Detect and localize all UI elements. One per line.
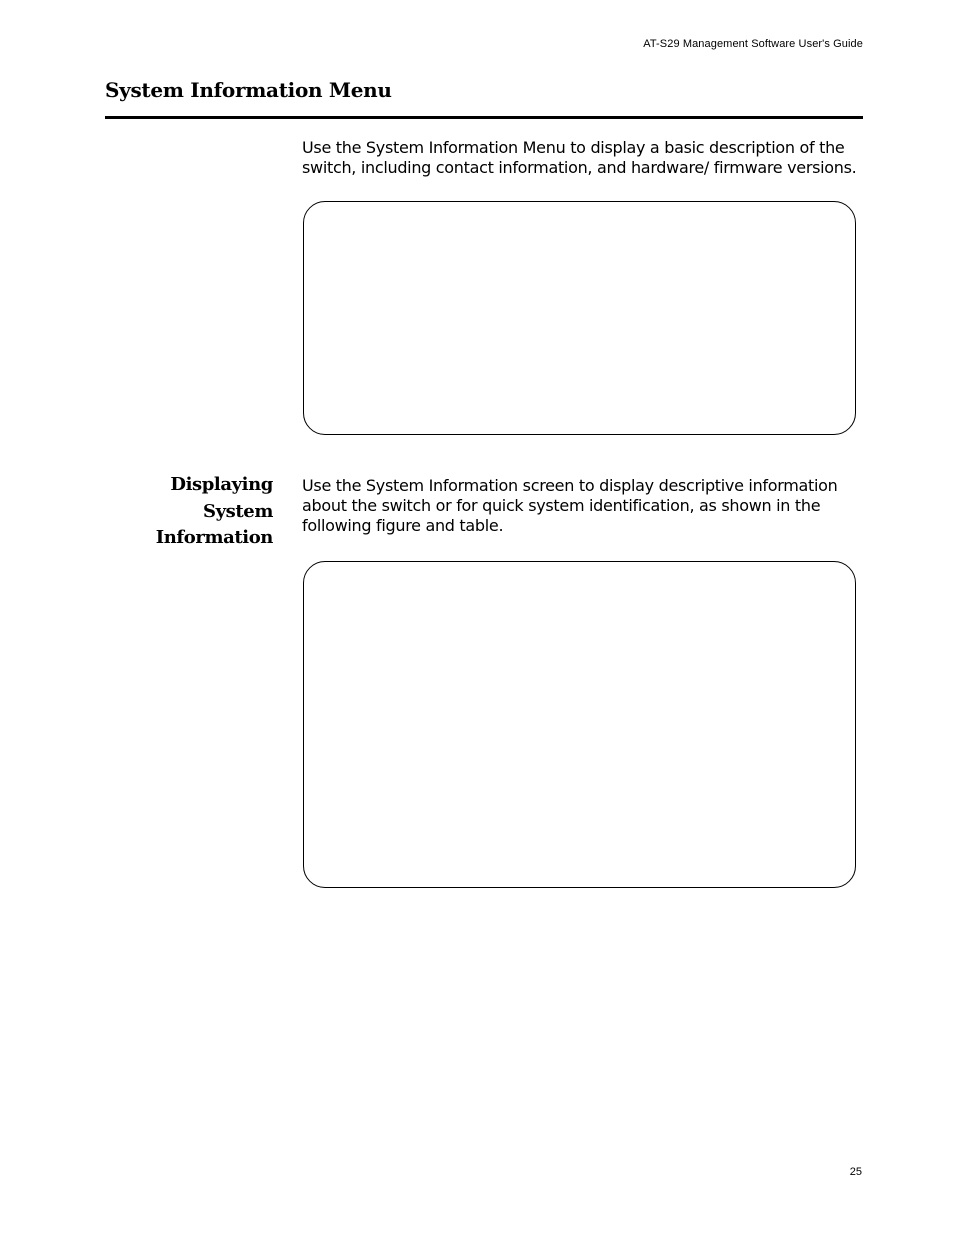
menu-screen-figure	[303, 201, 856, 435]
running-header: AT-S29 Management Software User's Guide	[643, 38, 863, 50]
description-paragraph: Use the System Information screen to display descriptive information about the switch or for quick system identification, as shown in the following figure and table.	[302, 476, 838, 535]
system-info-screen-figure	[303, 561, 856, 888]
subsection-heading-line: Information	[155, 527, 273, 548]
subsection-heading-line: Displaying	[170, 474, 273, 495]
section-title: System Information Menu	[105, 78, 392, 102]
subsection-heading-line: System	[202, 500, 273, 522]
subsection-heading	[120, 472, 273, 552]
page-number: 25	[849, 1166, 862, 1178]
title-rule	[105, 116, 863, 119]
intro-paragraph: Use the System Information Menu to display a basic description of the switch, including contact information, and hardware/ firmware versions.	[302, 138, 857, 177]
